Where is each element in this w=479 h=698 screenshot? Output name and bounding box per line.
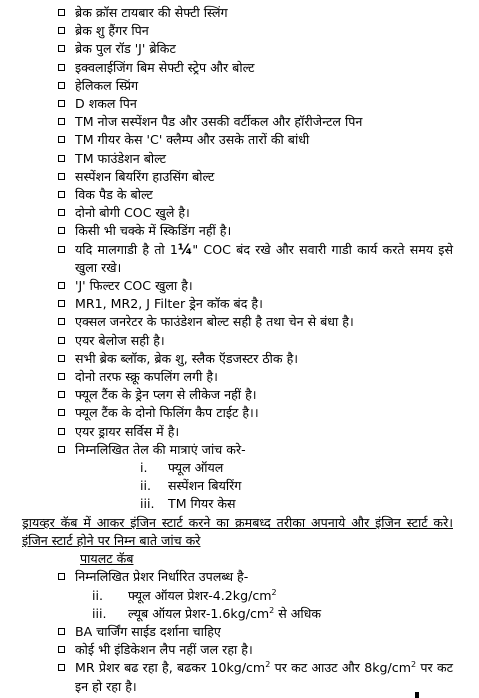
checkbox-bullet-icon — [58, 664, 65, 671]
list-item — [0, 168, 479, 186]
list-item — [0, 368, 479, 386]
checkbox-bullet-icon — [58, 373, 65, 380]
list-item-text: D शकल पिन — [75, 96, 137, 112]
list-item — [0, 113, 479, 131]
pressure-intro-text: निम्नलिखित प्रेशर निर्धारित उपलब्ध है- — [75, 569, 249, 585]
oil-sublist-text: TM गियर केस — [168, 496, 236, 512]
list-item-text: फ्यूल टैंक के दोनो फिलिंग कैप टाईट है।। — [75, 405, 259, 421]
oil-sublist-item — [0, 459, 479, 477]
pressure-sublist — [0, 587, 479, 623]
checkbox-bullet-icon — [58, 446, 65, 453]
list-item-text: 'J' फिल्टर COC खुला है। — [75, 278, 193, 294]
checkbox-bullet-icon — [58, 82, 65, 89]
checkbox-bullet-icon — [58, 391, 65, 398]
list-item-text: एयर ड्रायर सर्विस में है। — [75, 423, 180, 439]
list-item — [0, 441, 479, 459]
list-item — [0, 95, 479, 113]
list-item — [0, 77, 479, 95]
mr-text-2: पर कट आउट और 8kg/cm — [270, 660, 411, 676]
oil-sublist-item — [0, 477, 479, 495]
checkbox-bullet-icon — [58, 318, 65, 325]
oil-sublist-text: फ्यूल ऑयल — [168, 460, 224, 476]
list-item-text: कोई भी इंडिकेशन लैप नहीं जल रहा है। — [75, 642, 253, 658]
checkbox-bullet-icon — [58, 173, 65, 180]
list-item-text: फ्यूल टैंक के ड्रेन प्लग से लीकेज नहीं है। — [75, 387, 257, 403]
checkbox-bullet-icon — [58, 337, 65, 344]
oil-sublist-text: सस्पेंशन बियरिंग — [168, 478, 242, 494]
list-item — [0, 641, 479, 659]
list-item — [0, 332, 479, 350]
checklist-part-c — [0, 623, 479, 659]
wagon-fraction: ¼ — [177, 241, 193, 258]
checkbox-bullet-icon — [58, 118, 65, 125]
list-item — [0, 222, 479, 240]
list-item-text: दोनो तरफ स्क्रू कपलिंग लगी है। — [75, 369, 218, 385]
mr-sup-2: 2 — [410, 660, 417, 670]
engine-start-paragraph: ड्रायव्हर कॅब में आकर इंजिन स्टार्ट करने का क्रमबध्द तरीका अपनाये और इंजिन स्टार्ट करे। इंजिन स्टार्ट होने पर निम्न बाते जांच करे — [22, 514, 453, 548]
pressure-unit-superscript: 2 — [269, 605, 275, 615]
checkbox-bullet-icon — [58, 9, 65, 16]
list-item — [0, 350, 479, 368]
checkbox-bullet-icon — [58, 428, 65, 435]
checklist-part-a — [0, 4, 479, 241]
roman-numeral: i. — [140, 460, 148, 476]
checkbox-bullet-icon — [58, 209, 65, 216]
roman-numeral: ii. — [92, 587, 104, 603]
mr-sup-1: 2 — [265, 660, 271, 670]
checkbox-bullet-icon — [58, 227, 65, 234]
list-item — [0, 22, 479, 40]
wagon-text-start: यदि मालगाडी है तो 1 — [75, 241, 178, 257]
mr-text-3: पर कट इन हो रहा है। — [75, 660, 453, 694]
list-item-text: TM फाउंडेशन बोल्ट — [75, 150, 167, 166]
list-item-text: सस्पेंशन बियरिंग हाउसिंग बोल्ट — [75, 168, 215, 184]
list-item — [0, 131, 479, 149]
roman-numeral: ii. — [140, 478, 152, 494]
checkbox-bullet-icon — [58, 27, 65, 34]
checkbox-bullet-icon — [58, 409, 65, 416]
list-item-pressure-intro — [0, 568, 479, 586]
roman-numeral: iii. — [140, 496, 155, 512]
oil-level-sublist — [0, 459, 479, 514]
checkbox-bullet-icon — [58, 300, 65, 307]
list-item-text: TM नोज सस्पेंशन पैड और उसकी वर्टीकल और हॉरीजेन्टल पिन — [75, 114, 363, 130]
list-item — [0, 623, 479, 641]
page-corner-mark — [415, 692, 419, 698]
list-item-text: ब्रेक क्रॉस टायबार की सेफ्टी स्लिंग — [75, 5, 228, 20]
list-item-text: हेलिकल स्प्रिंग — [75, 77, 139, 93]
checkbox-bullet-icon — [58, 628, 65, 635]
document-page — [0, 4, 479, 696]
list-item-text: विक पैड के बोल्ट — [75, 187, 153, 203]
checkbox-bullet-icon — [58, 355, 65, 362]
list-item-mr-pressure — [0, 659, 479, 695]
pressure-tail-text: से अधिक — [274, 605, 322, 621]
checkbox-bullet-icon — [58, 64, 65, 71]
list-item — [0, 186, 479, 204]
list-item — [0, 150, 479, 168]
list-item-text: सभी ब्रेक ब्लॉक, ब्रेक शु, स्लैक ऍडजस्टर ठीक है। — [75, 350, 299, 366]
checkbox-bullet-icon — [58, 191, 65, 198]
pilot-cab-heading: पायलट कॅब — [80, 551, 134, 567]
list-item-text: BA चार्जिंग साईड दर्शाना चाहिए — [75, 623, 221, 639]
checkbox-bullet-icon — [58, 282, 65, 289]
list-item-text: एयर बेलोज सही है। — [75, 332, 165, 348]
list-item-text: दोनो बोगी COC खुले है। — [75, 205, 190, 221]
list-item-text: TM गीयर केस 'C' क्लैम्प और उसके तारों की बांधी — [75, 132, 310, 148]
list-item-text: किसी भी चक्के में स्किडिंग नहीं है। — [75, 223, 232, 239]
list-item — [0, 204, 479, 222]
mr-text-1: MR प्रेशर बढ रहा है, बढकर 10kg/cm — [75, 660, 266, 676]
pressure-text: फ्यूल ऑयल प्रेशर-4.2kg/cm — [128, 587, 272, 603]
checkbox-bullet-icon — [58, 246, 65, 253]
list-item — [0, 295, 479, 313]
checkbox-bullet-icon — [58, 155, 65, 162]
wagon-text-end: " COC बंद रखे और सवारी गाडी कार्य करते समय इसे खुला रखे। — [75, 241, 453, 275]
pressure-sublist-item — [0, 587, 479, 605]
pressure-sublist-item — [0, 605, 479, 623]
pressure-text: ल्यूब ऑयल प्रेशर-1.6kg/cm — [128, 605, 270, 621]
list-item-text: ब्रेक पुल रॉड 'J' ब्रेकिट — [75, 41, 176, 57]
checkbox-bullet-icon — [58, 646, 65, 653]
checkbox-bullet-icon — [58, 573, 65, 580]
list-item — [0, 4, 479, 22]
list-item-text: MR1, MR2, J Filter ड्रेन कॉक बंद है। — [75, 296, 263, 312]
list-item — [0, 386, 479, 404]
list-item — [0, 404, 479, 422]
list-item — [0, 313, 479, 331]
checklist-part-b — [0, 277, 479, 459]
checkbox-bullet-icon — [58, 45, 65, 52]
list-item-text: ब्रेक शु हैंगर पिन — [75, 23, 149, 39]
list-item-text: इक्वलाईजिंग बिम सेफ्टी स्ट्रेप और बोल्ट — [75, 59, 255, 75]
list-item-text: एक्सल जनरेटर के फाउंडेशन बोल्ट सही है तथा चेन से बंधा है। — [75, 314, 354, 330]
list-item-wagon-coc — [0, 241, 479, 277]
list-item — [0, 40, 479, 58]
pressure-unit-superscript: 2 — [271, 587, 277, 597]
list-item-text: निम्नलिखित तेल की मात्राएं जांच करे- — [75, 441, 246, 457]
list-item — [0, 59, 479, 77]
oil-sublist-item — [0, 495, 479, 513]
list-item — [0, 423, 479, 441]
checkbox-bullet-icon — [58, 136, 65, 143]
roman-numeral: iii. — [92, 605, 107, 621]
list-item — [0, 277, 479, 295]
checkbox-bullet-icon — [58, 100, 65, 107]
